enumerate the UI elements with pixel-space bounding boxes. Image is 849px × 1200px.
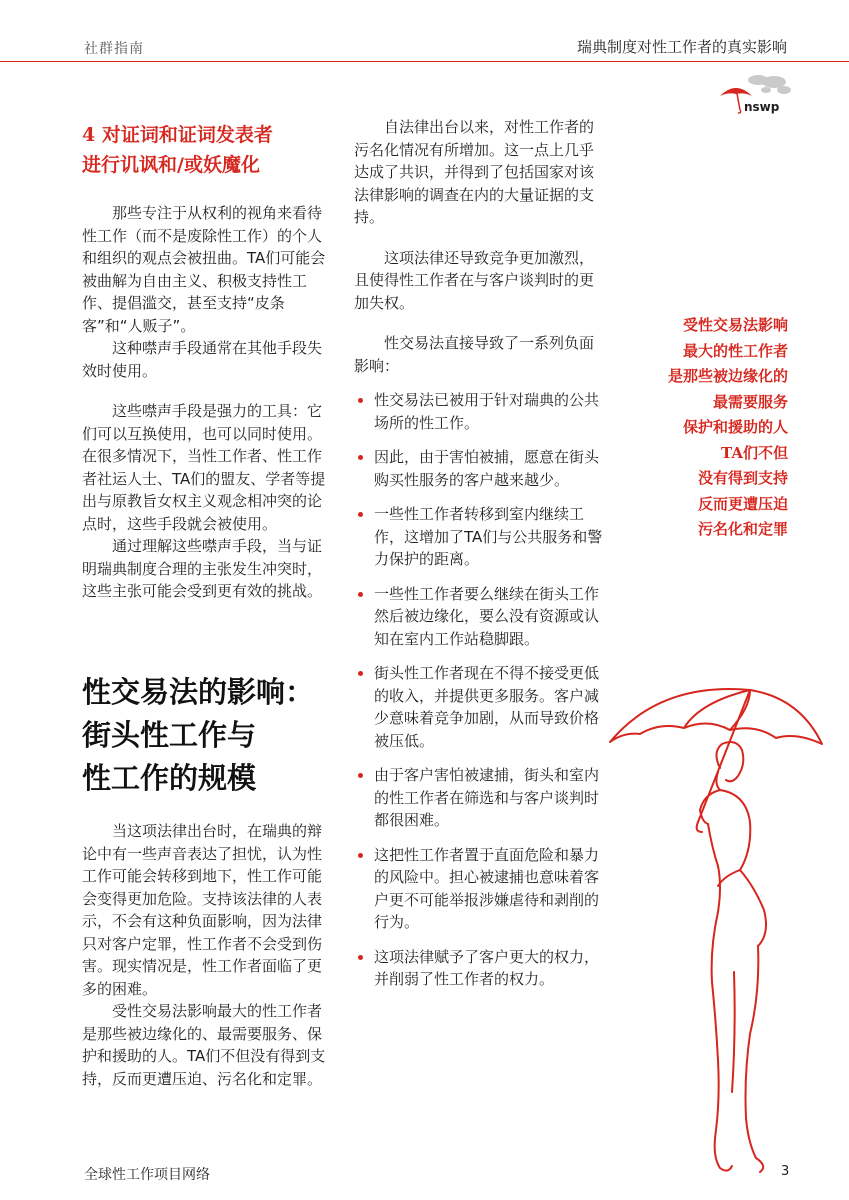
list-item-text: 一些性工作者转移到室内继续工作，这增加了TA们与公共服务和警力保护的距离。 <box>374 505 603 568</box>
list-item <box>354 946 604 991</box>
list-item <box>354 389 604 434</box>
logo-text: nswp <box>744 100 780 114</box>
header-title: 瑞典制度对性工作者的真实影响 <box>576 38 787 56</box>
section-4-paragraph: 通过理解这些噤声手段，当与证明瑞典制度合理的主张发生冲突时，这些主张可能会受到更有效的挑战。 <box>82 537 323 600</box>
bullet-icon <box>358 671 363 676</box>
middle-paragraph: 性交易法直接导致了一系列负面影响： <box>354 334 595 375</box>
section-4-paragraph: 那些专注于从权利的视角来看待性工作（而不是废除性工作）的个人和组织的观点会被扭曲。TA们可能会被曲解为自由主义、积极支持性工作、提倡滥交，甚至支持“皮条客”和“人贩子”。 <box>82 204 326 335</box>
bullet-icon <box>358 773 363 778</box>
pull-quote <box>636 313 788 543</box>
impact-paragraph: 受性交易法影响最大的性工作者是那些被边缘化的、最需要服务、保护和援助的人。TA们不但没有得到支持，反而更遭压迫、污名化和定罪。 <box>82 1002 326 1088</box>
bullet-icon <box>358 853 363 858</box>
list-item-text: 这项法律赋予了客户更大的权力，并削弱了性工作者的权力。 <box>374 947 600 988</box>
section-4-column <box>82 120 332 621</box>
list-item <box>354 662 604 752</box>
bullet-icon <box>358 398 363 403</box>
bullet-icon <box>358 955 363 960</box>
impact-column <box>82 820 332 1108</box>
list-item <box>354 446 604 491</box>
middle-paragraph: 这项法律还导致竞争更加激烈，且使得性工作者在与客户谈判时的更加失权。 <box>354 248 595 312</box>
list-item-text: 由于客户害怕被逮捕，街头和室内的性工作者在筛选和与客户谈判时都很困难。 <box>374 766 600 829</box>
section-4-paragraph: 这些噤声手段是强力的工具：它们可以互换使用，也可以同时使用。在很多情况下，当性工作者、性工作者社运人士、TA们的盟友、学者等提出与原教旨女权主义观念相冲突的论点时，这些手段就会被使用。 <box>82 402 326 533</box>
list-item-text: 这把性工作者置于直面危险和暴力的风险中。担心被逮捕也意味着客户更不可能举报涉嫌虐待和剥削的行为。 <box>374 845 600 931</box>
middle-paragraph: 自法律出台以来，对性工作者的污名化情况有所增加。这一点上几乎达成了共识，并得到了包括国家对该法律影响的调查在内的大量证据的支持。 <box>354 118 595 226</box>
section-4-paragraph: 这种噤声手段通常在其他手段失效时使用。 <box>82 339 323 380</box>
bullet-icon <box>358 455 363 460</box>
pull-quote-line: 没有得到支持 <box>697 469 788 487</box>
pull-quote-line: 最大的性工作者 <box>682 341 788 360</box>
header-rule <box>0 61 849 62</box>
pull-quote-line: TA们不但 <box>721 443 788 462</box>
impact-bullet-list <box>354 389 604 991</box>
list-item-text: 性交易法已被用于针对瑞典的公共场所的性工作。 <box>374 391 600 432</box>
pull-quote-line: 保护和援助的人 <box>682 418 788 436</box>
main-title-line3: 性工作的规模 <box>82 761 257 795</box>
middle-column <box>354 116 604 1003</box>
main-title-line2: 街头性工作与 <box>82 718 257 752</box>
bullet-icon <box>358 592 363 597</box>
list-item-text: 街头性工作者现在不得不接受更低的收入，并提供更多服务。客户减少意味着竞争加剧，从而导致价格被压低。 <box>374 664 600 750</box>
list-item <box>354 764 604 832</box>
pull-quote-line: 是那些被边缘化的 <box>667 367 788 385</box>
bullet-icon <box>358 512 363 517</box>
list-item-text: 因此，由于害怕被捕，愿意在街头购买性服务的客户越来越少。 <box>374 448 600 489</box>
main-title-line1: 性交易法的影响： <box>82 675 315 709</box>
pull-quote-line: 反而更遭压迫 <box>697 494 788 513</box>
section-4-heading-line1: 4 对证词和证词发表者 <box>82 124 273 146</box>
list-item <box>354 844 604 934</box>
impact-paragraph: 当这项法律出台时，在瑞典的辩论中有一些声音表达了担忧，认为性工作可能会转移到地下，性工作可能会变得更加危险。支持该法律的人表示，不会有这种负面影响，因为法律只对客户定罪，性工作者不会受到伤害。现实情况是，性工作者面临了更多的困难。 <box>82 822 323 998</box>
woman-with-umbrella-illustration <box>600 672 830 1182</box>
section-4-heading <box>82 120 332 180</box>
footer-org-name: 全球性工作项目网络 <box>84 1167 210 1183</box>
list-item <box>354 583 604 651</box>
main-title <box>82 671 342 800</box>
list-item <box>354 503 604 571</box>
section-4-heading-line2: 进行讥讽和/或妖魔化 <box>82 154 260 176</box>
pull-quote-line: 受性交易法影响 <box>682 316 788 334</box>
pull-quote-line: 最需要服务 <box>712 392 788 411</box>
page-number: 3 <box>781 1164 790 1179</box>
list-item-text: 一些性工作者要么继续在街头工作然后被边缘化，要么没有资源或认知在室内工作站稳脚跟。 <box>374 584 600 648</box>
header-left: 社群指南 <box>84 41 144 57</box>
pull-quote-line: 污名化和定罪 <box>697 520 788 538</box>
